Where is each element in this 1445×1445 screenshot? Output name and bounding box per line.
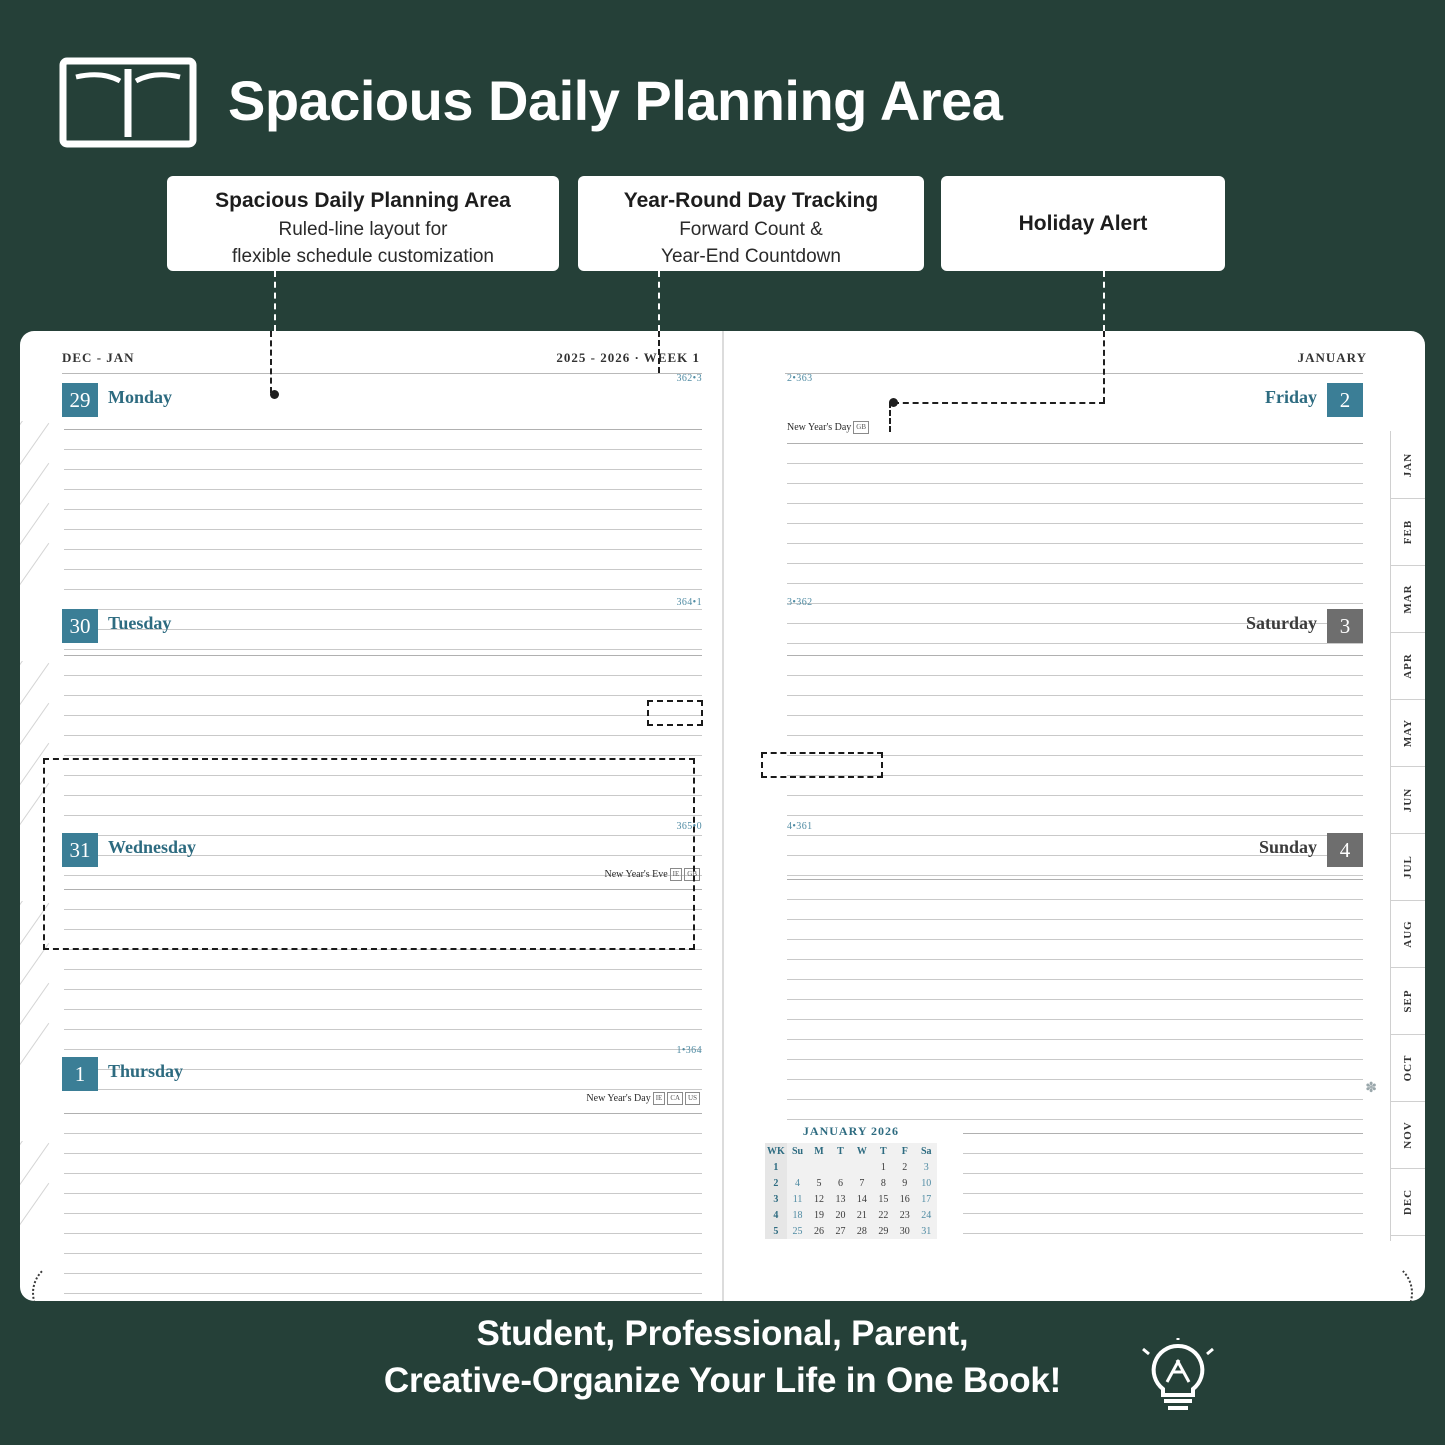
- ruled-lines-thursday: [64, 1113, 702, 1294]
- mc-week: 3: [765, 1191, 787, 1207]
- mini-calendar-january-2026: [765, 1124, 937, 1239]
- mini-calendar-row: [765, 1159, 937, 1175]
- mini-calendar-table: [765, 1143, 937, 1239]
- mc-day: 17: [921, 1193, 932, 1205]
- page-title: Spacious Daily Planning Area: [228, 69, 1003, 132]
- mc-week: 1: [765, 1159, 787, 1175]
- day-row-tuesday: [62, 609, 702, 643]
- leader-line-2: [658, 271, 660, 331]
- day-count-saturday: 3•362: [787, 597, 813, 608]
- mc-day: 10: [921, 1177, 932, 1189]
- leader-connector-1-vertical: [270, 331, 272, 393]
- mc-day: 12: [814, 1193, 824, 1205]
- month-tab-may[interactable]: MAY: [1391, 699, 1425, 767]
- mc-day: 27: [835, 1225, 846, 1237]
- mc-week: 4: [765, 1207, 787, 1223]
- day-row-thursday: [62, 1057, 702, 1091]
- day-count-forward: 362•3: [676, 373, 702, 384]
- holiday-label: New Year's Eve: [604, 868, 668, 880]
- mc-day: 15: [878, 1193, 889, 1205]
- day-count-friday: 2•363: [787, 373, 813, 384]
- callout-holiday-alert: [941, 176, 1225, 271]
- day-name: Saturday: [1245, 613, 1317, 633]
- holiday-flag-us: US: [685, 1092, 700, 1105]
- mc-day: 1: [880, 1161, 886, 1173]
- day-number: 31: [62, 833, 98, 867]
- holiday-label: New Year's Day: [586, 1092, 651, 1104]
- day-number: 1: [62, 1057, 98, 1091]
- day-row-monday: [62, 383, 702, 417]
- mc-day: 16: [899, 1193, 910, 1205]
- mc-week: 5: [765, 1223, 787, 1239]
- mc-day: 4: [795, 1177, 801, 1189]
- open-book-icon: [58, 55, 198, 150]
- mini-calendar-row: [765, 1191, 937, 1207]
- mini-calendar-row: [765, 1207, 937, 1223]
- day-row-saturday: [785, 609, 1363, 643]
- holiday-flag-ie: IE: [670, 868, 683, 881]
- callout-spacious-daily-planning-area: [167, 176, 559, 271]
- day-number: 30: [62, 609, 98, 643]
- leader-connector-3: [893, 402, 1105, 404]
- mc-day: 2: [902, 1161, 908, 1173]
- callout-subtitle-line2: flexible schedule customization: [232, 246, 494, 267]
- mc-day: 3: [923, 1161, 929, 1173]
- mini-calendar-row: [765, 1175, 937, 1191]
- mc-day: 6: [837, 1177, 843, 1189]
- month-tab-sep[interactable]: SEP: [1391, 967, 1425, 1035]
- mini-calendar-title: JANUARY 2026: [802, 1124, 900, 1138]
- leader-connector-2-vertical: [658, 331, 660, 373]
- right-page-header-month: JANUARY: [1297, 350, 1367, 365]
- callout-subtitle-line2: Year-End Countdown: [661, 246, 841, 267]
- mc-day: 22: [878, 1209, 889, 1221]
- mc-day: 20: [835, 1209, 846, 1221]
- day-count-tuesday: 365•0: [676, 821, 702, 832]
- mc-day: 23: [899, 1209, 910, 1221]
- mc-day: 21: [856, 1209, 867, 1221]
- page-edge-hatch: [20, 421, 66, 651]
- page-footer: [0, 1310, 1445, 1445]
- holiday-label: New Year's Day: [787, 421, 852, 433]
- mc-day: [851, 1159, 872, 1175]
- mc-head-mo: M: [814, 1145, 824, 1157]
- mini-calendar-row: [765, 1223, 937, 1239]
- callout-title: Spacious Daily Planning Area: [215, 189, 511, 212]
- left-page-header-left: DEC - JAN: [62, 350, 135, 365]
- mc-head-we: W: [856, 1145, 867, 1157]
- month-tab-aug[interactable]: AUG: [1391, 900, 1425, 968]
- footer-line-2: Creative-Organize Your Life in One Book!: [383, 1361, 1062, 1400]
- highlight-daily-planning-area: [43, 758, 695, 950]
- month-tab-mar[interactable]: MAR: [1391, 565, 1425, 633]
- mc-head-sa: Sa: [920, 1145, 932, 1157]
- day-row-sunday: [785, 833, 1363, 867]
- mc-day: 31: [921, 1225, 932, 1237]
- day-count-sunday: 4•361: [787, 821, 813, 832]
- highlight-holiday-alert: [761, 752, 883, 778]
- month-tab-feb[interactable]: FEB: [1391, 498, 1425, 566]
- mc-day: 19: [814, 1209, 824, 1221]
- month-tab-apr[interactable]: APR: [1391, 632, 1425, 700]
- holiday-flag-gb: GB: [684, 868, 700, 881]
- ruled-lines-notes: [963, 1133, 1363, 1234]
- mc-day: 9: [902, 1177, 908, 1189]
- leader-line-3: [1103, 271, 1105, 331]
- day-row-friday: [785, 383, 1363, 417]
- month-tab-jan[interactable]: JAN: [1391, 431, 1425, 499]
- month-tab-strip[interactable]: [1390, 431, 1425, 1241]
- mc-week: 2: [765, 1175, 787, 1191]
- month-tab-jun[interactable]: JUN: [1391, 766, 1425, 834]
- page-corner-arc: [1349, 1261, 1413, 1301]
- mc-day: 11: [792, 1193, 803, 1205]
- day-name: Friday: [1265, 387, 1317, 407]
- day-number: 4: [1327, 833, 1363, 867]
- holiday-flag-gb: GB: [853, 421, 869, 434]
- day-name: Wednesday: [108, 837, 197, 857]
- callout-year-round-day-tracking: [578, 176, 924, 271]
- mc-day: 25: [792, 1225, 803, 1237]
- header-rule: [62, 373, 702, 374]
- mc-day: 28: [856, 1225, 867, 1237]
- day-name: Thursday: [108, 1061, 184, 1081]
- highlight-day-tracking: [647, 700, 703, 726]
- mc-day: 8: [880, 1177, 886, 1189]
- mc-head-wk: WK: [765, 1143, 787, 1159]
- day-name: Tuesday: [108, 613, 172, 633]
- leader-connector-3-vertical: [1103, 331, 1105, 403]
- callout-title: Holiday Alert: [1018, 211, 1148, 235]
- mc-day: 30: [899, 1225, 910, 1237]
- header-rule: [785, 373, 1363, 374]
- footer-line-1: Student, Professional, Parent,: [476, 1314, 969, 1353]
- mc-day: 18: [792, 1209, 803, 1221]
- day-count-end: 364•1: [676, 597, 702, 608]
- holiday-alert-friday: [787, 421, 869, 434]
- day-count-wednesday: 1•364: [676, 1045, 702, 1056]
- leader-connector-3-down: [889, 402, 891, 432]
- mc-day: 29: [878, 1225, 889, 1237]
- callout-title: Year-Round Day Tracking: [623, 189, 879, 212]
- day-name: Sunday: [1258, 837, 1317, 857]
- leader-line-1: [274, 271, 276, 331]
- mc-head-su: Su: [791, 1145, 804, 1157]
- month-tab-oct[interactable]: OCT: [1391, 1034, 1425, 1102]
- day-name: Monday: [108, 387, 173, 407]
- month-tab-nov[interactable]: NOV: [1391, 1101, 1425, 1169]
- mc-day: [808, 1159, 829, 1175]
- month-tab-dec[interactable]: DEC: [1391, 1168, 1425, 1236]
- mc-day: [830, 1159, 851, 1175]
- holiday-flag-ca: CA: [667, 1092, 683, 1105]
- mc-day: 7: [859, 1177, 865, 1189]
- pen-nib-icon: ✽: [1365, 1079, 1377, 1095]
- page-header: [0, 0, 1445, 160]
- mini-calendar-header-row: [765, 1143, 937, 1159]
- mc-day: 26: [814, 1225, 824, 1237]
- mc-day: 24: [921, 1209, 932, 1221]
- day-number: 2: [1327, 383, 1363, 417]
- holiday-flag-ie: IE: [653, 1092, 666, 1105]
- mc-day: [787, 1159, 808, 1175]
- mc-head-th: T: [879, 1145, 887, 1157]
- lightbulb-tools-icon: [1139, 1338, 1217, 1418]
- mc-head-tu: T: [837, 1145, 844, 1157]
- mc-day: 5: [816, 1177, 822, 1189]
- day-number: 29: [62, 383, 98, 417]
- day-number: 3: [1327, 609, 1363, 643]
- callout-subtitle-line1: Forward Count &: [679, 219, 823, 240]
- ruled-lines-sunday: [787, 879, 1363, 1120]
- mc-head-fr: F: [901, 1145, 908, 1157]
- month-tab-jul[interactable]: JUL: [1391, 833, 1425, 901]
- holiday-alert-new-years-day: [586, 1092, 700, 1105]
- mc-day: 13: [835, 1193, 846, 1205]
- left-page-header-right: 2025 - 2026 · WEEK 1: [556, 350, 700, 365]
- callout-subtitle-line1: Ruled-line layout for: [278, 219, 448, 240]
- mc-day: 14: [856, 1193, 867, 1205]
